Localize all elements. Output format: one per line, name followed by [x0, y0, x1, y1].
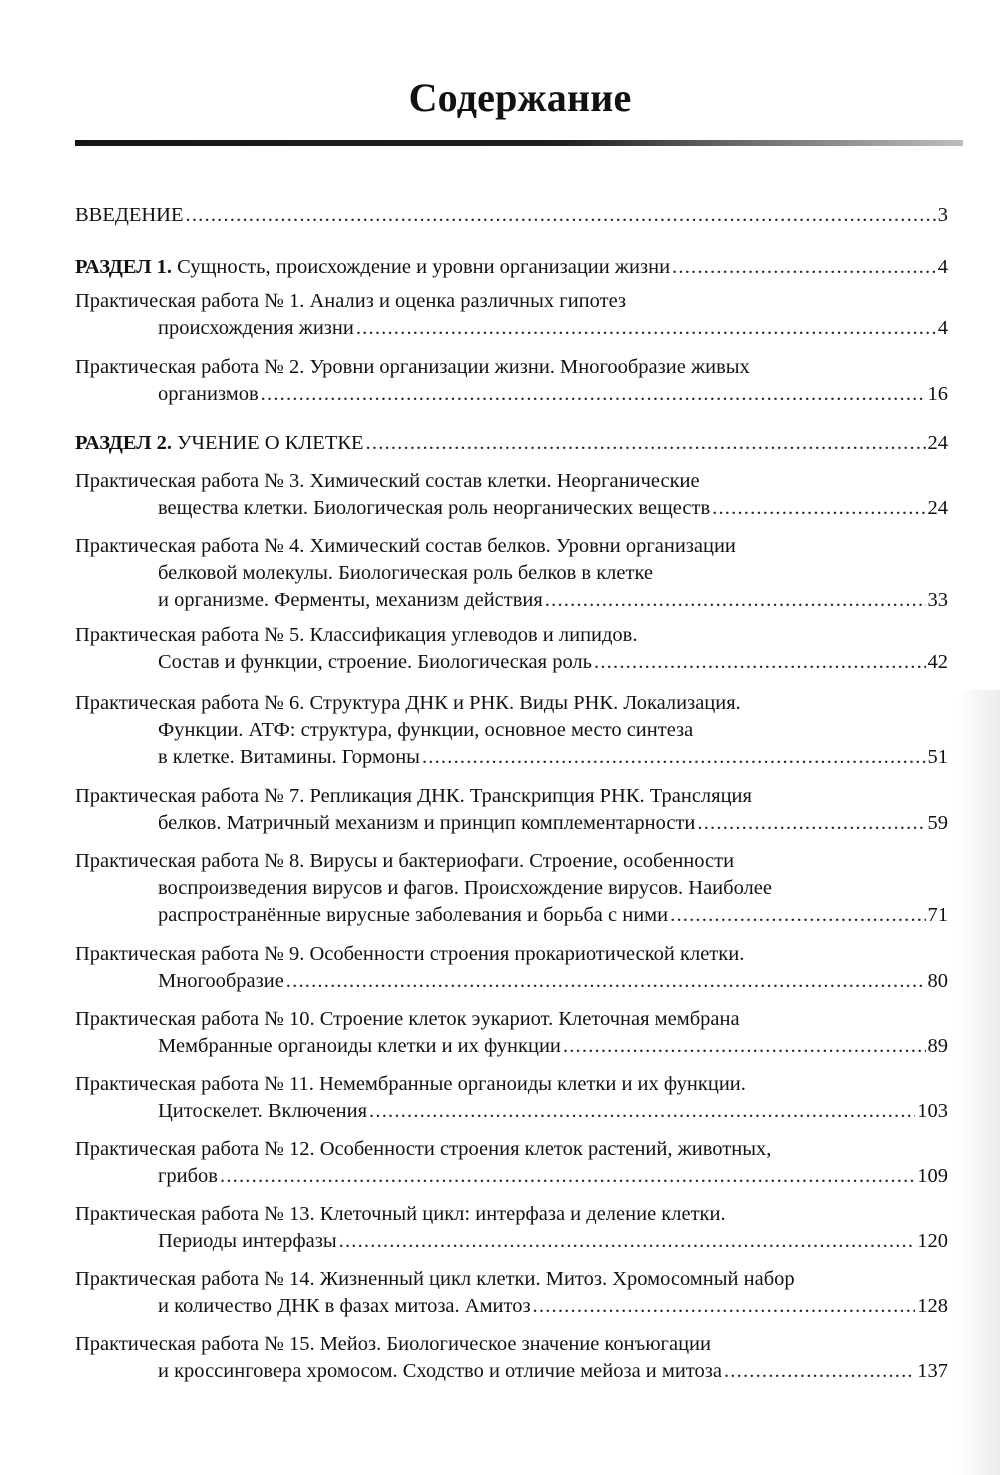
toc-entry: [75, 690, 948, 771]
toc-entry-text: Практическая работа № 8. Вирусы и бактериофаги. Строение, особенности: [75, 850, 735, 872]
toc-entry-text: в клетке. Витамины. Гормоны: [158, 746, 420, 768]
page-number: 137: [917, 1360, 948, 1382]
dot-leader: [366, 430, 926, 457]
toc-entry: [75, 254, 948, 281]
toc-entry: [75, 1006, 948, 1060]
toc-entry-line: [75, 354, 948, 381]
toc-entry-text: ВВЕДЕНИЕ: [75, 204, 184, 226]
toc-entry: [75, 1331, 948, 1385]
toc-entry-text: Практическая работа № 6. Структура ДНК и РНК. Виды РНК. Локализация.: [75, 692, 741, 714]
toc-entry-text: Практическая работа № 14. Жизненный цикл клетки. Митоз. Хромосомный набор: [75, 1268, 795, 1290]
toc-entry-line: [75, 875, 948, 902]
toc-entry-line: [75, 717, 948, 744]
toc-entry-line: [75, 381, 948, 408]
toc-entry-line: [75, 315, 948, 342]
toc-entry-text: Практическая работа № 3. Химический состав клетки. Неорганические: [75, 470, 700, 492]
dot-leader: [563, 1033, 926, 1060]
dot-leader: [712, 495, 925, 522]
toc-entry: [75, 1136, 948, 1190]
section-label: РАЗДЕЛ 2.: [75, 432, 173, 454]
page-number: 42: [927, 651, 948, 673]
toc-entry-line: [75, 1136, 948, 1163]
dot-leader: [533, 1293, 916, 1320]
page-number: 89: [927, 1035, 948, 1057]
dot-leader: [594, 649, 925, 676]
toc-entry-text: Сущность, происхождение и уровни организации жизни: [177, 256, 671, 278]
toc-entry-line: [75, 202, 948, 229]
toc-entry: [75, 622, 948, 676]
toc-entry-line: [75, 1071, 948, 1098]
toc-entry-line: [75, 622, 948, 649]
toc-entry: [75, 848, 948, 929]
toc-entry-line: [75, 1033, 948, 1060]
page-number: 109: [917, 1165, 948, 1187]
toc-entry-line: [75, 1266, 948, 1293]
toc-entry-line: [75, 1201, 948, 1228]
page-number: 33: [927, 589, 948, 611]
toc-entry-line: [75, 941, 948, 968]
toc-entry: [75, 1071, 948, 1125]
toc-entry-text: и организме. Ферменты, механизм действия: [158, 589, 543, 611]
dot-leader: [670, 902, 925, 929]
toc-entry-text: и количество ДНК в фазах митоза. Амитоз: [158, 1295, 531, 1317]
dot-leader: [545, 587, 926, 614]
toc-entry-line: [75, 783, 948, 810]
toc-entry-line: [75, 744, 948, 771]
toc-entry-line: [75, 1293, 948, 1320]
toc-entry-text: Мембранные органоиды клетки и их функции: [158, 1035, 561, 1057]
dot-leader: [356, 315, 936, 342]
toc-entry-line: [75, 810, 948, 837]
toc-entry-text: Цитоскелет. Включения: [158, 1100, 368, 1122]
dot-leader: [724, 1358, 915, 1385]
page-number: 80: [927, 970, 948, 992]
toc-entry-text: Практическая работа № 2. Уровни организации жизни. Многообразие живых: [75, 356, 750, 378]
dot-leader: [422, 744, 926, 771]
toc-entry-text: белковой молекулы. Биологическая роль белков в клетке: [158, 562, 653, 584]
toc-entry-text: Практическая работа № 12. Особенности строения клеток растений, животных,: [75, 1138, 772, 1160]
toc-entry-line: [75, 690, 948, 717]
page-number: 3: [937, 204, 948, 226]
toc-entry: [75, 288, 948, 342]
toc-entry-text: Состав и функции, строение. Биологическая роль: [158, 651, 593, 673]
toc-entry-line: [75, 1098, 948, 1125]
toc-entry: [75, 1201, 948, 1255]
toc-entry: [75, 783, 948, 837]
toc-entry-line: [75, 254, 948, 281]
page-title: Содержание: [408, 75, 632, 120]
toc-entry-text: Функции. АТФ: структура, функции, основное место синтеза: [158, 719, 694, 741]
page-number: 128: [917, 1295, 948, 1317]
page-number: 16: [927, 383, 948, 405]
toc-entry-text: Практическая работа № 15. Мейоз. Биологическое значение конъюгации: [75, 1333, 711, 1355]
toc-entry-line: [75, 848, 948, 875]
page-number: 59: [927, 812, 948, 834]
toc-entry-line: [75, 968, 948, 995]
toc-entry-text: организмов: [158, 383, 259, 405]
toc-entry-line: [75, 533, 948, 560]
toc-entry-text: и кроссинговера хромосом. Сходство и отличие мейоза и митоза: [158, 1360, 722, 1382]
page-number: 24: [927, 497, 948, 519]
toc-entry-line: [75, 1006, 948, 1033]
toc-entry-text: Периоды интерфазы: [158, 1230, 337, 1252]
dot-leader: [672, 254, 936, 281]
dot-leader: [220, 1163, 915, 1190]
toc-entry-text: Практическая работа № 4. Химический состав белков. Уровни организации: [75, 535, 736, 557]
page-number: 24: [927, 432, 948, 454]
toc-entry-text: грибов: [158, 1165, 218, 1187]
toc-entry: [75, 1266, 948, 1320]
dot-leader: [369, 1098, 915, 1125]
page-number: 71: [927, 904, 948, 926]
toc-entry-text: воспроизведения вирусов и фагов. Происхождение вирусов. Наиболее: [158, 877, 772, 899]
toc-entry-line: [75, 649, 948, 676]
toc-entry-line: [75, 1331, 948, 1358]
toc-entry-text: Многообразие: [158, 970, 284, 992]
toc-entry: [75, 468, 948, 522]
dot-leader: [261, 381, 926, 408]
toc-entry-text: распространённые вирусные заболевания и борьба с ними: [158, 904, 669, 926]
page-number: 120: [917, 1230, 948, 1252]
toc-entry-text: Практическая работа № 7. Репликация ДНК. Транскрипция РНК. Трансляция: [75, 785, 752, 807]
toc-entry-line: [75, 1163, 948, 1190]
dot-leader: [286, 968, 926, 995]
toc-entry-text: Практическая работа № 10. Строение клеток эукариот. Клеточная мембрана: [75, 1008, 740, 1030]
toc-entry: [75, 202, 948, 229]
toc-entry-text: происхождения жизни: [158, 317, 354, 339]
page-number: 51: [927, 746, 948, 768]
toc-entry-line: [75, 587, 948, 614]
toc-entry: [75, 430, 948, 457]
toc-entry: [75, 354, 948, 408]
dot-leader: [697, 810, 925, 837]
toc-entry-line: [75, 1228, 948, 1255]
toc-entry: [75, 941, 948, 995]
page-number: 4: [937, 256, 948, 278]
toc-entry-line: [75, 1358, 948, 1385]
toc-entry-text: Практическая работа № 1. Анализ и оценка различных гипотез: [75, 290, 627, 312]
toc-entry-text: Практическая работа № 5. Классификация углеводов и липидов.: [75, 624, 638, 646]
toc-entry-text: Практическая работа № 9. Особенности строения прокариотической клетки.: [75, 943, 745, 965]
toc-entry-text: Практическая работа № 11. Немембранные органоиды клетки и их функции.: [75, 1073, 746, 1095]
toc-entry-text: вещества клетки. Биологическая роль неорганических веществ: [158, 497, 711, 519]
toc-entry: [75, 533, 948, 614]
toc-entry-text: УЧЕНИЕ О КЛЕТКЕ: [177, 432, 364, 454]
toc-entry-text: белков. Матричный механизм и принцип комплементарности: [158, 812, 696, 834]
page-edge-shadow: [958, 690, 1000, 1475]
section-label: РАЗДЕЛ 1.: [75, 256, 173, 278]
toc-entry-line: [75, 288, 948, 315]
toc-entry-text: Практическая работа № 13. Клеточный цикл: интерфаза и деление клетки.: [75, 1203, 726, 1225]
page-number: 103: [917, 1100, 948, 1122]
toc-entry-line: [75, 902, 948, 929]
dot-leader: [186, 202, 936, 229]
toc-entry-line: [75, 430, 948, 457]
toc-entry-line: [75, 495, 948, 522]
dot-leader: [339, 1228, 916, 1255]
page-number: 4: [937, 317, 948, 339]
toc-entry-line: [75, 468, 948, 495]
toc-entry-line: [75, 560, 948, 587]
